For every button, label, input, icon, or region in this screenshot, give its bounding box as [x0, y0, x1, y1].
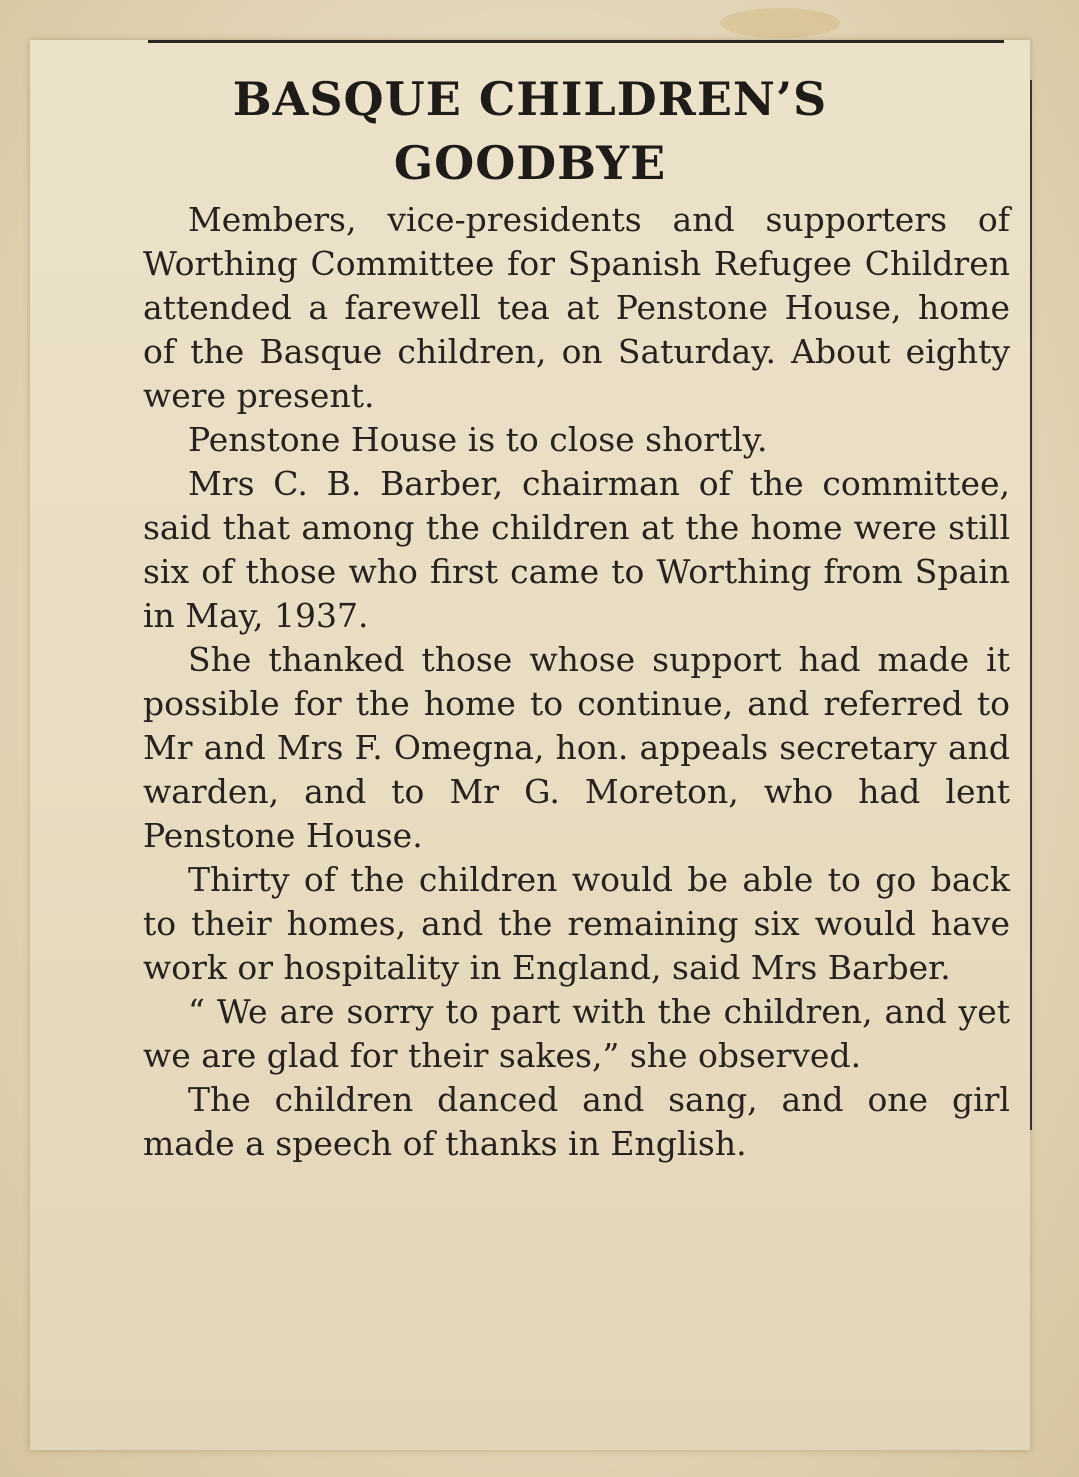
article-paragraph: “ We are sorry to part with the children, and yet we are glad for their sakes,” she observed.	[143, 992, 1010, 1075]
article-paragraph: Members, vice-presidents and supporters of Worthing Committee for Spanish Refugee Children attended a farewell tea at Penstone House, home of the Basque children, on Saturday. About eighty were present.	[143, 200, 1010, 415]
headline-line-1: BASQUE CHILDREN’S	[232, 72, 828, 126]
article-paragraph: Penstone House is to close shortly.	[188, 420, 768, 459]
newspaper-clipping	[30, 40, 1030, 1450]
article-paragraph: Mrs C. B. Barber, chairman of the committee, said that among the children at the home were still six of those who first came to Worthing from Spain in May, 1937.	[143, 464, 1010, 635]
article-paragraph: The children danced and sang, and one girl made a speech of thanks in English.	[143, 1080, 1010, 1163]
paper-stain	[720, 8, 840, 38]
article-body	[143, 198, 1010, 1166]
headline-line-2: GOODBYE	[393, 136, 667, 190]
article-paragraph: Thirty of the children would be able to go back to their homes, and the remaining six would have work or hospitality in England, said Mrs Barber.	[143, 860, 1010, 987]
article-paragraph: She thanked those whose support had made it possible for the home to continue, and referred to Mr and Mrs F. Omegna, hon. appeals secretary and warden, and to Mr G. Moreton, who had lent Penstone House.	[143, 640, 1010, 855]
top-rule-line	[148, 40, 1004, 43]
column-rule-line	[1030, 80, 1032, 1130]
